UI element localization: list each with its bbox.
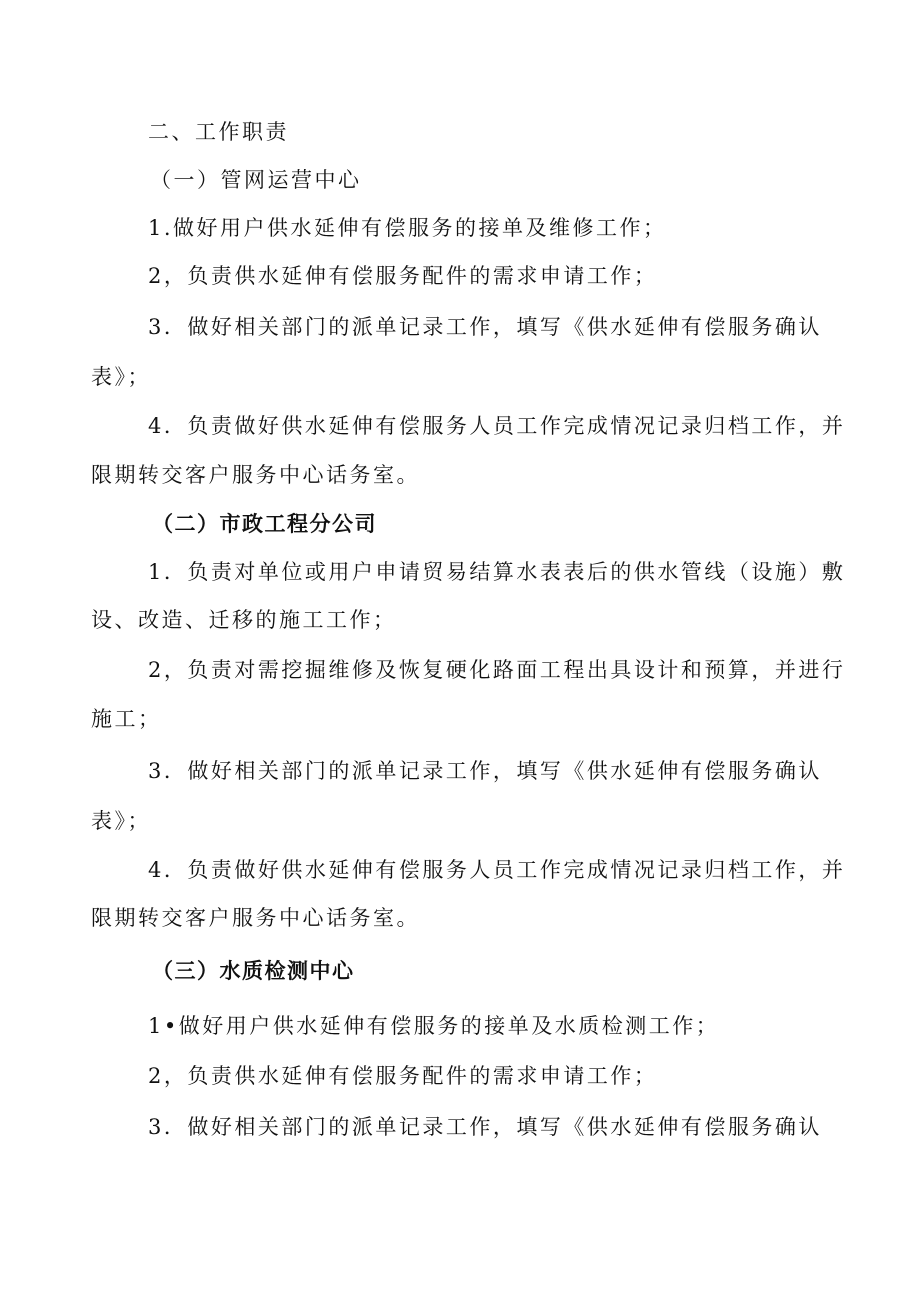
paragraph-line: 3．做好相关部门的派单记录工作，填写《供水延伸有偿服务确认 <box>148 759 822 783</box>
paragraph-line: 1．负责对单位或用户申请贸易结算水表表后的供水管线（设施）敷 <box>148 560 846 584</box>
paragraph-line: 3．做好相关部门的派单记录工作，填写《供水延伸有偿服务确认 <box>148 1115 822 1139</box>
paragraph-line: 2，负责对需挖掘维修及恢复硬化路面工程出具设计和预算，并进行 <box>148 658 846 682</box>
subsection-heading-2: （二）市政工程分公司 <box>152 511 377 536</box>
subsection-heading-3: （三）水质检测中心 <box>152 958 355 983</box>
paragraph-line: 表》； <box>91 365 151 389</box>
paragraph-line: 3．做好相关部门的派单记录工作，填写《供水延伸有偿服务确认 <box>148 315 822 339</box>
paragraph-line: 2，负责供水延伸有偿服务配件的需求申请工作； <box>148 264 658 288</box>
paragraph-line: 限期转交客户服务中心话务室。 <box>91 906 420 930</box>
paragraph-line: 表》； <box>91 809 151 833</box>
paragraph-line: 设、改造、迁移的施工工作； <box>91 608 397 632</box>
subsection-heading-1: （一）管网运营中心 <box>150 168 362 192</box>
section-heading: 二、工作职责 <box>148 120 289 144</box>
paragraph-line: 1•做好用户供水延伸有偿服务的接单及水质检测工作； <box>148 1014 720 1038</box>
paragraph-line: 4．负责做好供水延伸有偿服务人员工作完成情况记录归档工作，并 <box>148 858 846 882</box>
paragraph-line: 1.做好用户供水延伸有偿服务的接单及维修工作； <box>148 216 667 240</box>
paragraph-line: 2，负责供水延伸有偿服务配件的需求申请工作； <box>148 1064 658 1088</box>
paragraph-line: 4．负责做好供水延伸有偿服务人员工作完成情况记录归档工作，并 <box>148 414 846 438</box>
paragraph-line: 施工； <box>91 707 162 731</box>
paragraph-line: 限期转交客户服务中心话务室。 <box>91 463 420 487</box>
